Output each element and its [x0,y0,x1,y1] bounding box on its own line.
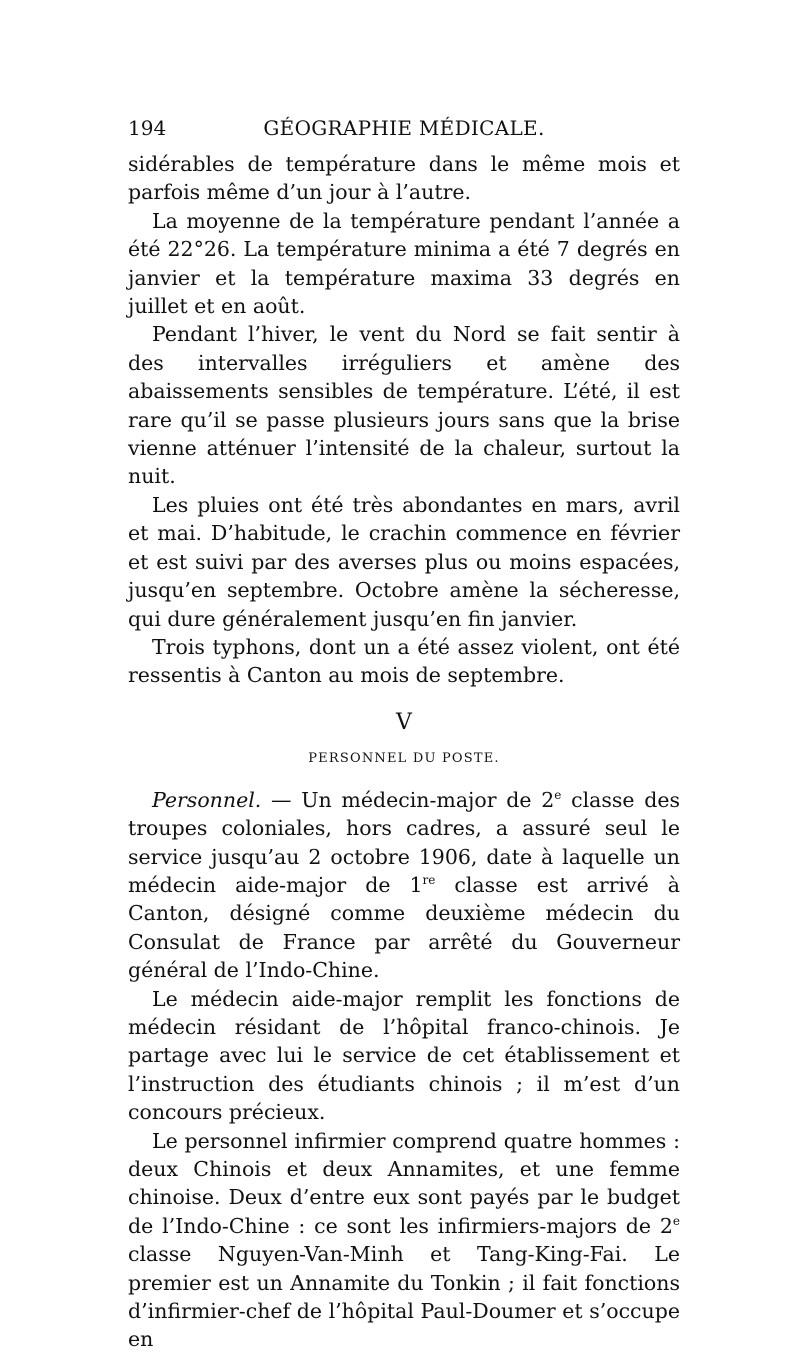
running-head [128,116,680,146]
section-title: PERSONNEL DU POSTE. [308,750,500,766]
ordinal-superscript: e [554,787,562,802]
paragraph: sidérables de température dans le même mois et parfois même d’un jour à l’autre. [128,152,680,205]
text-fragment: — Un médecin-major de 2 [261,787,555,812]
text-fragment: classe des troupes coloniales, hors cadres, a assuré seul le service jusqu’au 2 octobre 1906, date à laquelle un médecin aide-major de 1 [128,787,680,897]
running-title: GÉOGRAPHIE MÉDICALE. [263,116,545,140]
body-text [128,150,680,1354]
run-in-heading: Personnel. [152,787,262,812]
paragraph [128,1127,680,1354]
paragraph: La moyenne de la température pendant l’année a été 22°26. La température minima a été 7 degrés en janvier et la température maxima 33 degrés en juillet et en août. [128,208,680,319]
section-number: V [396,709,412,735]
paragraph: Les pluies ont été très abondantes en mars, avril et mai. D’habitude, le crachin commence en février et est suivi par des averses plus ou moins espacées, jusqu’en septembre. Octobre amène la sécheresse, qui dure généralement jusqu’en fin janvier. [128,492,680,631]
text-fragment: classe Nguyen-Van-Minh et Tang-King-Fai. Le premier est un Annamite du Tonkin ; il fait fonctions d’infirmier-chef de l’hôpital Paul-Doumer et s’occupe en [128,1242,680,1352]
paragraph: Le médecin aide-major remplit les fonctions de médecin résidant de l’hôpital franco-chinois. Je partage avec lui le service de cet établissement et l’instruction des étudiants chinois ; il m’est d’un concours précieux. [128,986,680,1125]
text-fragment: Le personnel infirmier comprend quatre hommes : deux Chinois et deux Annamites, et une femme chinoise. Deux d’entre eux sont payés par le budget de l’Indo-Chine : ce sont les infirmiers-majors de 2 [128,1128,680,1238]
paragraph: Pendant l’hiver, le vent du Nord se fait sentir à des intervalles irréguliers et amène des abaissements sensibles de température. L’été, il est rare qu’il se passe plusieurs jours sans que la brise vienne atténuer l’intensité de la chaleur, surtout la nuit. [128,322,680,489]
text-fragment: classe est arrivé à Canton, désigné comme deuxième médecin du Consulat de France par arrêté du Gouverneur général de l’Indo-Chine. [128,872,680,983]
ordinal-superscript: e [672,1213,680,1228]
paragraph [128,786,680,985]
ordinal-superscript: re [422,873,436,888]
paragraph: Trois typhons, dont un a été assez violent, ont été ressentis à Canton au mois de septembre. [128,634,680,688]
page-number: 194 [128,116,167,140]
